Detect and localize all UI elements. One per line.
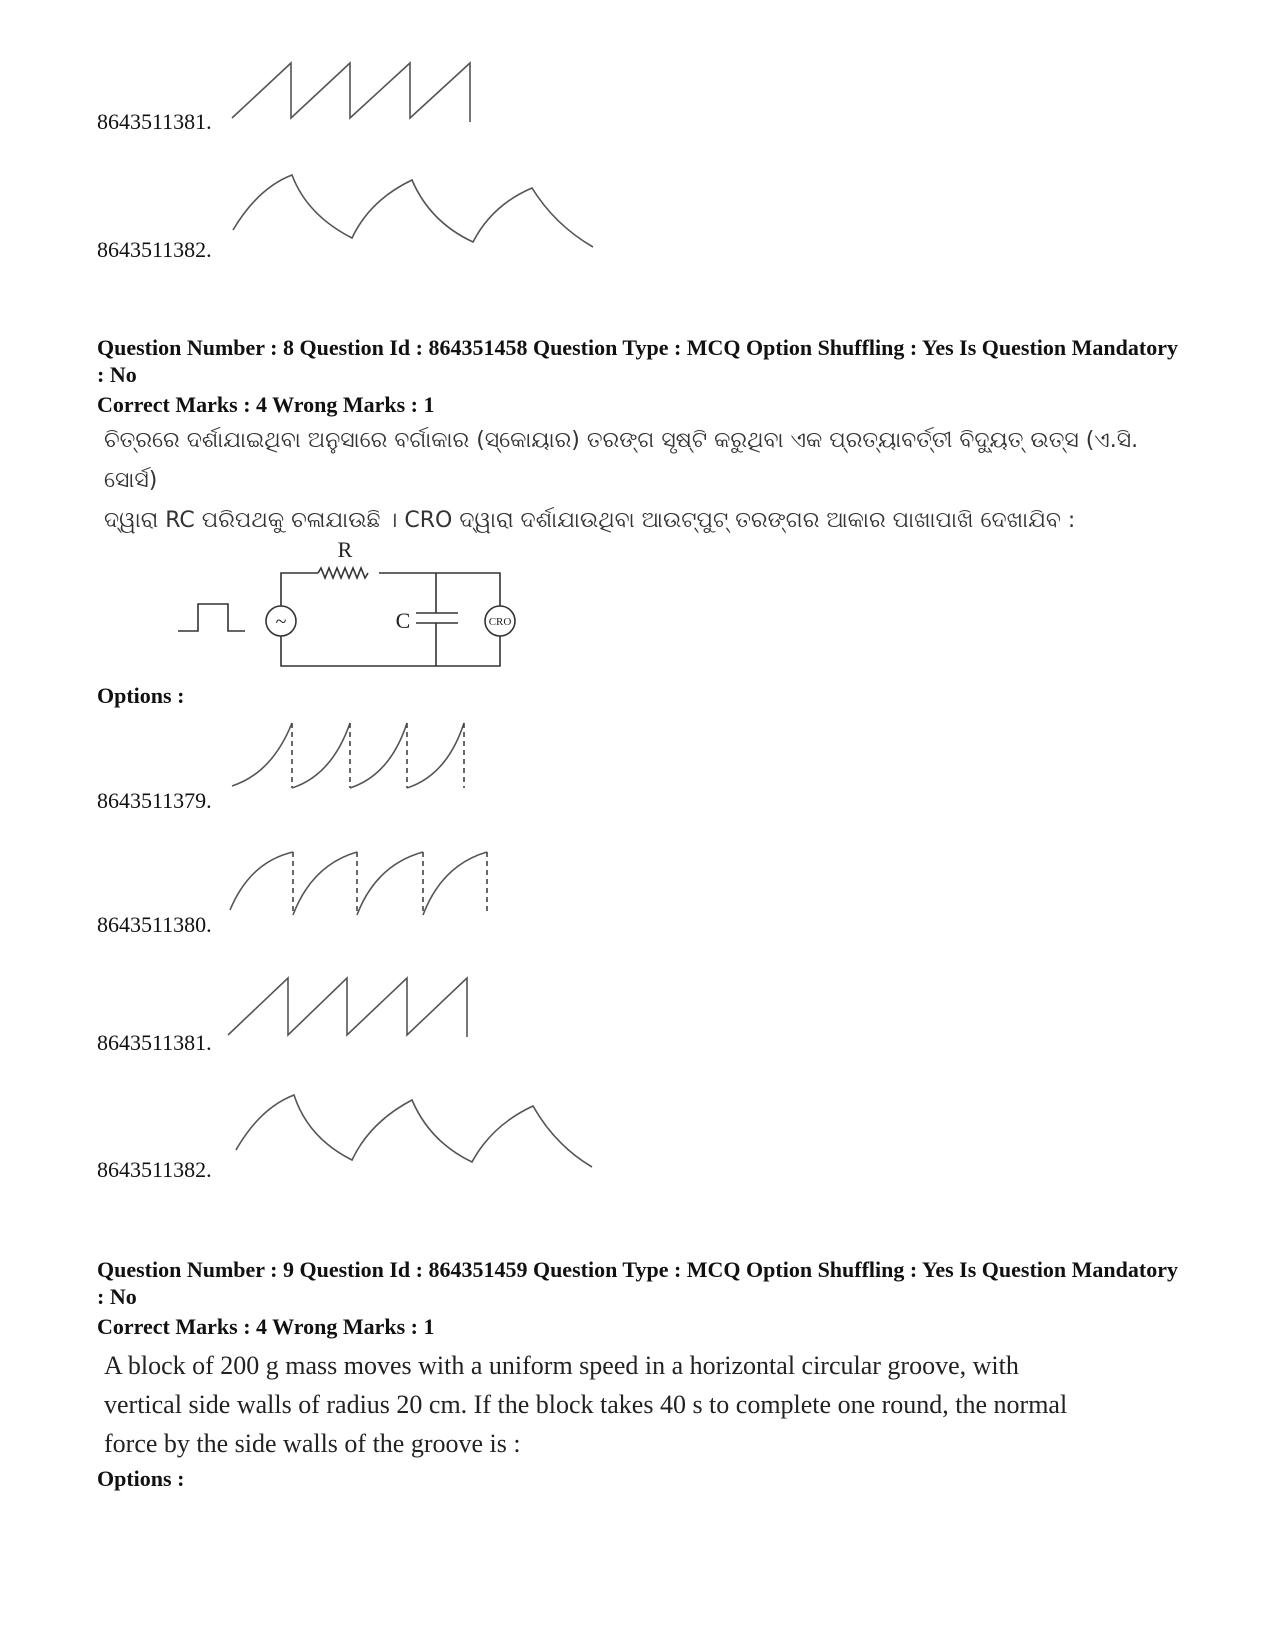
- question-text-line: A block of 200 g mass moves with a uniform speed in a horizontal circular groove, with: [104, 1351, 1019, 1380]
- options-label: Options :: [97, 1466, 185, 1491]
- rc-charge-discharge-icon: [0, 0, 1, 1]
- square-wave-icon: [178, 604, 245, 631]
- question-header: Question Number : 8 Question Id : 864351458 Question Type : MCQ Option Shuffling : Yes Is Question Mandatory : No: [97, 335, 1178, 387]
- option-id: 8643511381.: [97, 1030, 212, 1055]
- option-id: 8643511382.: [97, 237, 212, 262]
- option-id: 8643511381.: [97, 109, 212, 134]
- question-marks: Correct Marks : 4 Wrong Marks : 1: [97, 1314, 435, 1339]
- question-text: [104, 1346, 1184, 1463]
- question-text-line: vertical side walls of radius 20 cm. If the block takes 40 s to complete one round, the normal: [104, 1390, 1068, 1419]
- question-text-line: ଦ୍ୱାରା RC ପରିପଥକୁ ଚଳାଯାଉଛି । CRO ଦ୍ୱାରା ଦର୍ଶାଯାଉଥିବା ଆଉଟ୍‌ପୁଟ୍ ତରଙ୍ଗର ଆକାର ପାଖାପାଖି ଦେଖାଯିବ :: [104, 508, 1076, 533]
- resistor-icon: [318, 568, 368, 578]
- capacitor-label: C: [395, 608, 411, 633]
- question-text: [104, 421, 1184, 541]
- cro-label: CRO: [488, 616, 512, 628]
- option-id: 8643511382.: [97, 1157, 212, 1182]
- source-symbol: ~: [275, 611, 287, 633]
- resistor-label: R: [337, 537, 353, 562]
- question-header: Question Number : 9 Question Id : 864351459 Question Type : MCQ Option Shuffling : Yes Is Question Mandatory : No: [97, 1257, 1178, 1309]
- question-marks: Correct Marks : 4 Wrong Marks : 1: [97, 392, 435, 417]
- options-label: Options :: [97, 683, 185, 708]
- question-text-line: force by the side walls of the groove is :: [104, 1429, 521, 1458]
- option-id: 8643511379.: [97, 788, 212, 813]
- question-text-line: ଚିତ୍ରରେ ଦର୍ଶାଯାଇଥିବା ଅନୁସାରେ ବର୍ଗାକାର (ସ୍କୋୟାର) ତରଙ୍ଗ ସୃଷ୍ଟି କରୁଥିବା ଏକ ପ୍ରତ୍ୟାବର୍ତ୍ତୀ ବିଦ୍ୟୁତ୍ ଉତ୍ସ (ଏ.ସି. ସୋର୍ସ): [104, 428, 1139, 493]
- option-id: 8643511380.: [97, 912, 212, 937]
